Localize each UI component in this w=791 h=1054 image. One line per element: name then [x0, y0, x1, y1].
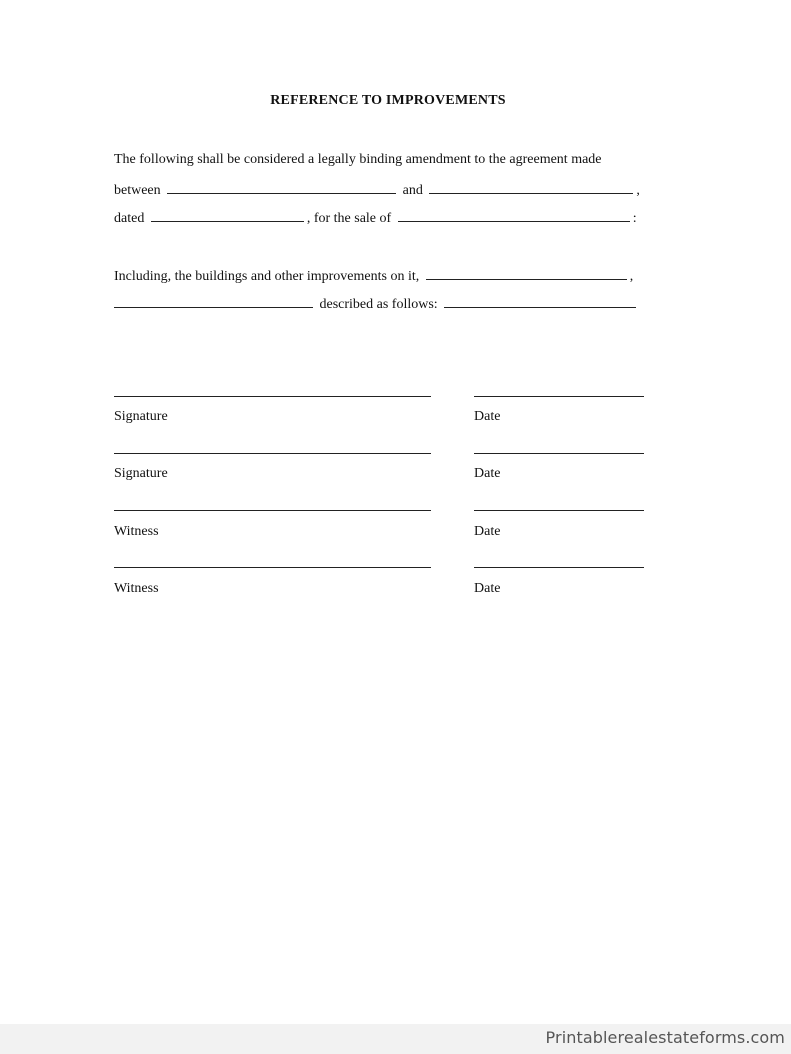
improvements-field-2[interactable]	[114, 295, 313, 308]
improvements-label: Including, the buildings and other improvements on it,	[114, 269, 420, 284]
witness-line[interactable]	[114, 567, 431, 568]
date-line[interactable]	[474, 453, 644, 454]
improvements-field[interactable]	[426, 267, 627, 280]
date-label: Date	[474, 524, 501, 539]
party-one-field[interactable]	[167, 181, 396, 194]
date-line[interactable]	[474, 510, 644, 511]
witness-label: Witness	[114, 581, 159, 596]
date-line[interactable]	[474, 567, 644, 568]
date-field[interactable]	[151, 209, 304, 222]
comma-label-2: ,	[629, 269, 634, 284]
sale-property-field[interactable]	[398, 209, 630, 222]
party-two-field[interactable]	[429, 181, 633, 194]
witness-line[interactable]	[114, 510, 431, 511]
dated-line	[114, 209, 637, 227]
intro-text: The following shall be considered a legally binding amendment to the agreement made	[114, 152, 602, 167]
description-field[interactable]	[444, 295, 636, 308]
witness-label: Witness	[114, 524, 159, 539]
improvements-line	[114, 267, 633, 285]
site-watermark: Printablerealestateforms.com	[545, 1028, 785, 1047]
sale-of-label: , for the sale of	[306, 211, 392, 226]
footer-bar	[0, 1024, 791, 1054]
between-label: between	[114, 183, 161, 198]
document-title: REFERENCE TO IMPROVEMENTS	[270, 93, 506, 108]
signature-line[interactable]	[114, 396, 431, 397]
described-label: described as follows:	[319, 297, 438, 312]
dated-label: dated	[114, 211, 145, 226]
date-label: Date	[474, 409, 501, 424]
comma-label: ,	[636, 183, 640, 198]
and-label: and	[402, 183, 423, 198]
signature-label: Signature	[114, 409, 168, 424]
description-line	[114, 295, 639, 313]
date-label: Date	[474, 581, 501, 596]
date-label: Date	[474, 466, 501, 481]
intro-line	[114, 152, 602, 168]
signature-label: Signature	[114, 466, 168, 481]
colon-label: :	[632, 211, 637, 226]
date-line[interactable]	[474, 396, 644, 397]
signature-line[interactable]	[114, 453, 431, 454]
parties-line	[114, 181, 640, 199]
